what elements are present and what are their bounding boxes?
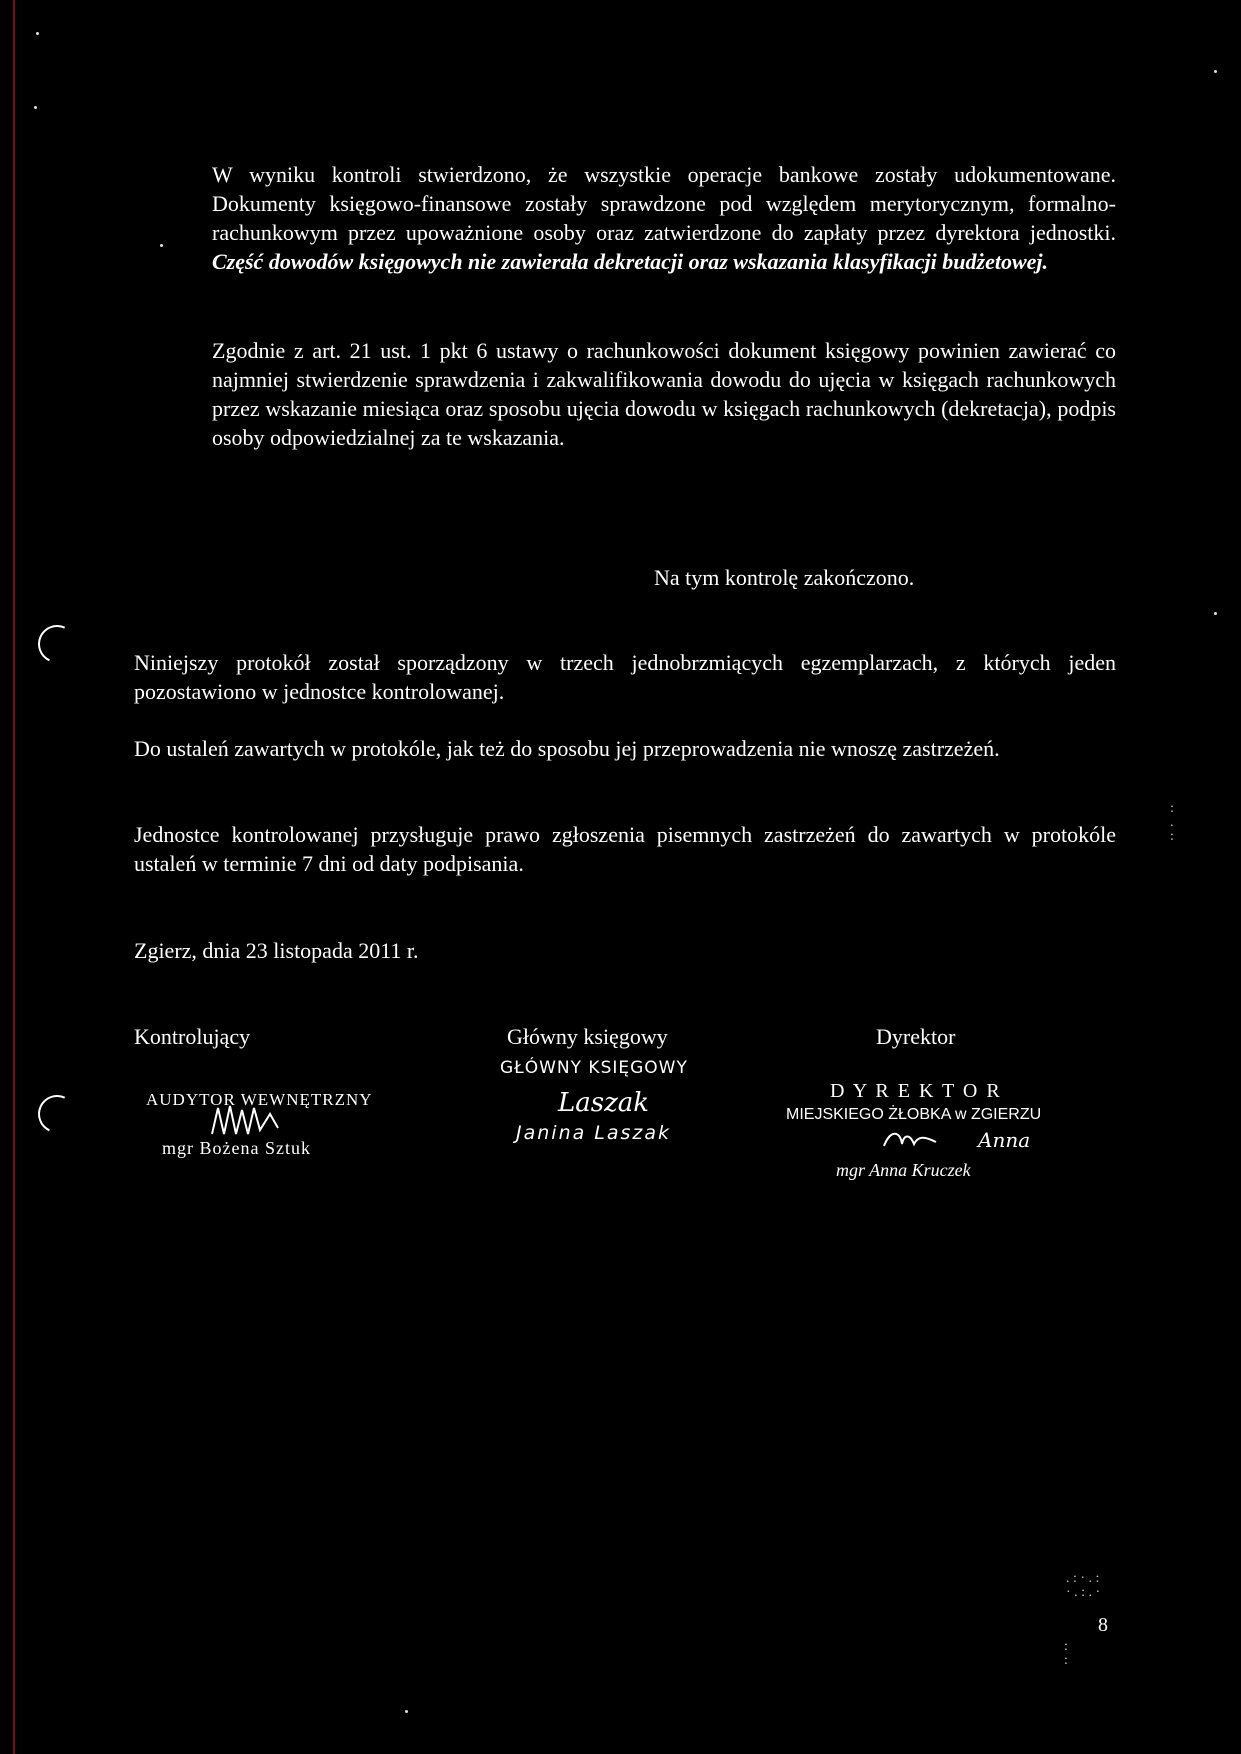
scan-edge-line (13, 0, 15, 1754)
scan-noise: : . : (1170, 801, 1174, 844)
controller-label: Kontrolujący (134, 1024, 251, 1049)
controller-stamp-name: mgr Bożena Sztuk (162, 1138, 311, 1158)
scan-speck (1214, 612, 1217, 615)
date-line: Zgierz, dnia 23 listopada 2011 r. (134, 938, 419, 963)
closing-statement: Na tym kontrolę zakończono. (654, 565, 915, 590)
accountant-stamp-title: GŁÓWNY KSIĘGOWY (500, 1058, 688, 1078)
paragraph-copies: Niniejszy protokół został sporządzony w trzech jednobrzmiących egzemplarzach, z których jeden pozostawiono w jednostce kontrolowanej. (134, 650, 1116, 704)
controller-signature (208, 1100, 298, 1140)
director-signature-scribble (880, 1126, 940, 1152)
director-stamp-name: mgr Anna Kruczek (836, 1160, 971, 1180)
punch-hole-mark (33, 620, 82, 669)
scan-speck (160, 244, 163, 247)
page-number: 8 (1098, 1614, 1108, 1636)
paragraph-accounting-law: Zgodnie z art. 21 ust. 1 pkt 6 ustawy o rachunkowości dokument księgowy powinien zawierać co najmniej stwierdzenie sprawdzenia i zakwalifikowania dowodu do ujęcia w księgach rachunkowych przez wskazanie miesiąca oraz sposobu ujęcia dowodu w księgach rachunkowych (dekretacja), podpis osoby odpowiedzialnej za te wskazania. (212, 338, 1116, 450)
scan-speck (34, 106, 37, 109)
paragraph-text: W wyniku kontroli stwierdzono, że wszystkie operacje bankowe zostały udokumentowane. Dokumenty księgowo-finansowe zostały sprawdzone pod względem merytorycznym, formalno-rachunkowym przez upoważnione osoby oraz zatwierdzone do zapłaty przez dyrektora jednostki. (212, 162, 1116, 245)
scan-noise: . : · . : · . : . · (1066, 1571, 1101, 1600)
accountant-label: Główny księgowy (507, 1024, 668, 1049)
accountant-stamp-name: Janina Laszak (516, 1122, 672, 1144)
punch-hole-mark (33, 1090, 82, 1139)
director-label: Dyrektor (876, 1024, 956, 1049)
paragraph-emphasis: Część dowodów księgowych nie zawierała dekretacji oraz wskazania klasyfikacji budżetowej. (212, 249, 1048, 274)
director-stamp-title: D Y R E K T O R (830, 1080, 1002, 1102)
scan-speck (36, 32, 39, 35)
paragraph-bank-operations (212, 160, 1116, 276)
director-signature: Anna (978, 1128, 1031, 1152)
director-stamp-org: MIEJSKIEGO ŻŁOBKA w ZGIERZU (786, 1106, 1042, 1123)
paragraph-no-objections: Do ustaleń zawartych w protokóle, jak też do sposobu jej przeprowadzenia nie wnoszę zastrzeżeń. (134, 736, 1000, 761)
scan-speck (405, 1710, 408, 1713)
scan-speck (1214, 70, 1217, 73)
paragraph-right-to-object: Jednostce kontrolowanej przysługuje prawo zgłoszenia pisemnych zastrzeżeń do zawartych w protokóle ustaleń w terminie 7 dni od daty podpisania. (134, 822, 1116, 876)
accountant-signature: Laszak (558, 1088, 650, 1118)
scan-noise: : : (1064, 1639, 1068, 1668)
controller-stamp-title: AUDYTOR WEWNĘTRZNY (146, 1090, 373, 1109)
